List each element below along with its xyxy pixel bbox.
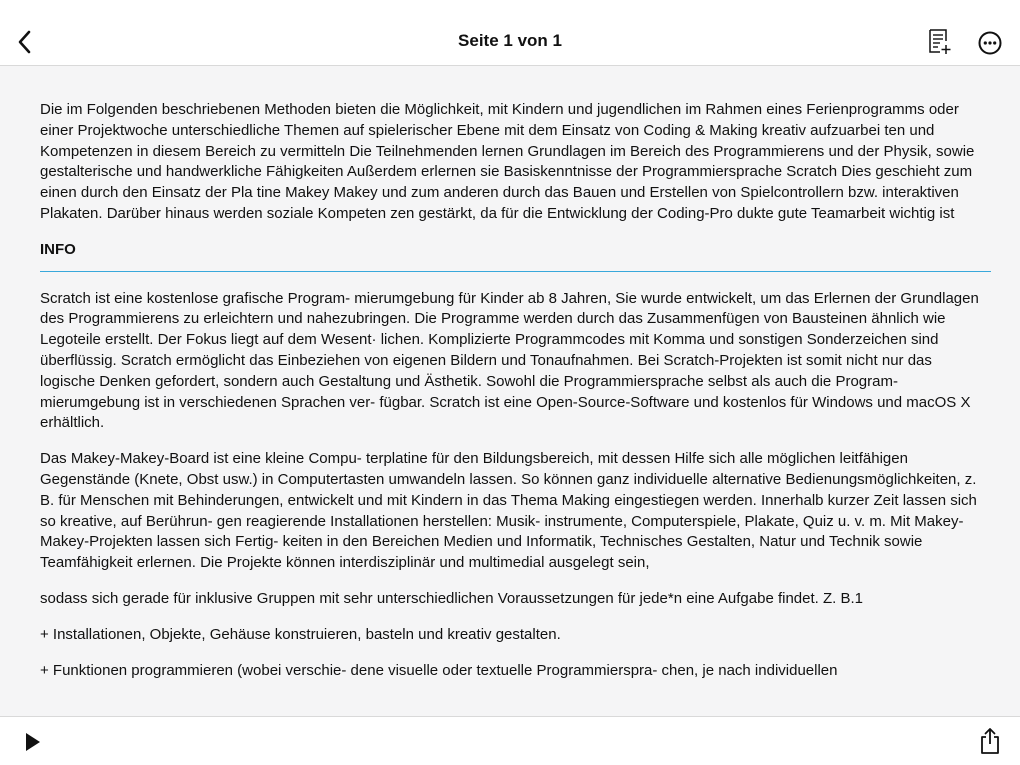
- share-icon: [978, 727, 1002, 755]
- play-button[interactable]: [24, 732, 42, 752]
- more-options-button[interactable]: [976, 29, 1004, 57]
- share-button[interactable]: [978, 727, 1002, 755]
- scratch-paragraph: Scratch ist eine kostenlose grafische Program- mierumgebung für Kinder ab 8 Jahren, Sie wurde entwickelt, um das Erlernen der Grundlagen des Programmierens zu erleichtern und nahezubringen. Die Programme werden durch das Zusammenfügen von Bausteinen ähnlich wie Legoteile erstellt. Der Fokus liegt auf dem Wesent· lichen. Komplizierte Programmcodes mit Komma und sonstigen Sonderzeichen sind überflüssig. Scratch ermöglicht das Einbeziehen von eigenen Bildern und Tonaufnahmen. Bei Scratch-Projekten ist somit nicht nur das logische Denken gefordert, sondern auch Gestaltung und Ästhetik. Sowohl die Programmiersprache selbst als auch die Program- mierumgebung ist in verschiedenen Sprachen ver- fügbar. Scratch ist eine Open-Source-Software und kostenlos für Windows und macOS X erhältlich.: [40, 289, 979, 432]
- info-heading: INFO: [40, 240, 76, 258]
- bottom-toolbar: [0, 716, 1020, 765]
- intro-paragraph: Die im Folgenden beschriebenen Methoden bieten die Möglichkeit, mit Kindern und jugendlichen im Rahmen eines Ferienprogramms oder einer Projektwoche unterschiedliche Themen auf spielerischer Ebene mit dem Einsatz von Coding & Making kreativ aufzuarbei ten und Kompetenzen in diesem Bereich zu vermitteln Die Teilnehmenden lernen Grundlagen im Bereich des Programmierens und der Physik, sowie gestalterische und handwerkliche Fähigkeiten Außerdem erlernen sie Basiskenntnisse der Programmiersprache Scratch Dies geschieht zum einen durch den Einsatz der Pla tine Makey Makey und zum anderen durch das Bauen und Erstellen von Spielcontrollern bzw. interaktiven Plakaten. Darüber hinaus werden soziale Kompeten zen gestärkt, da für die Entwicklung der Coding-Pro dukte gute Teamarbeit wichtig ist: [40, 101, 975, 222]
- table-of-contents-button[interactable]: [926, 28, 954, 56]
- page-title: Seite 1 von 1: [458, 31, 562, 50]
- list-item: + Funktionen programmieren (wobei verschie- dene visuelle oder textuelle Programmierspra- chen, je nach individuellen: [40, 661, 838, 679]
- list-add-icon: [926, 28, 954, 56]
- section-divider: [40, 271, 991, 272]
- ellipsis-circle-icon: [976, 29, 1004, 57]
- top-toolbar: [0, 0, 1020, 66]
- makey-makey-paragraph: Das Makey-Makey-Board ist eine kleine Compu- terplatine für den Bildungsbereich, mit dessen Hilfe sich alle möglichen leitfähigen Gegenstände (Knete, Obst usw.) in Computertasten umwandeln lassen. So können ganz individuelle alternative Bedienungsmöglichkeiten, z. B. für Menschen mit Behinderungen, entwickelt und mit Kindern in das Thema Making eingestiegen werden. Innerhalb kurzer Zeit lassen sich so kreative, auf Berührun- gen reagierende Installationen herstellen: Musik- instrumente, Computerspiele, Plakate, Quiz u. v. m. Mit Makey-Makey-Projekten lassen sich Fertig- keiten in den Bereichen Medien und Informatik, Technisches Gestalten, Natur und Technik sowie Teamfähigkeit erlernen. Die Projekte können interdisziplinär und multimedial ausgelegt sein,: [40, 450, 977, 572]
- inclusive-groups-paragraph: sodass sich gerade für inklusive Gruppen mit sehr unterschiedlichen Voraussetzungen für jede*n eine Aufgabe findet. Z. B.1: [40, 589, 863, 607]
- play-icon: [24, 732, 42, 752]
- reader-content: [40, 100, 985, 696]
- list-item: + Installationen, Objekte, Gehäuse konstruieren, basteln und kreativ gestalten.: [40, 625, 561, 643]
